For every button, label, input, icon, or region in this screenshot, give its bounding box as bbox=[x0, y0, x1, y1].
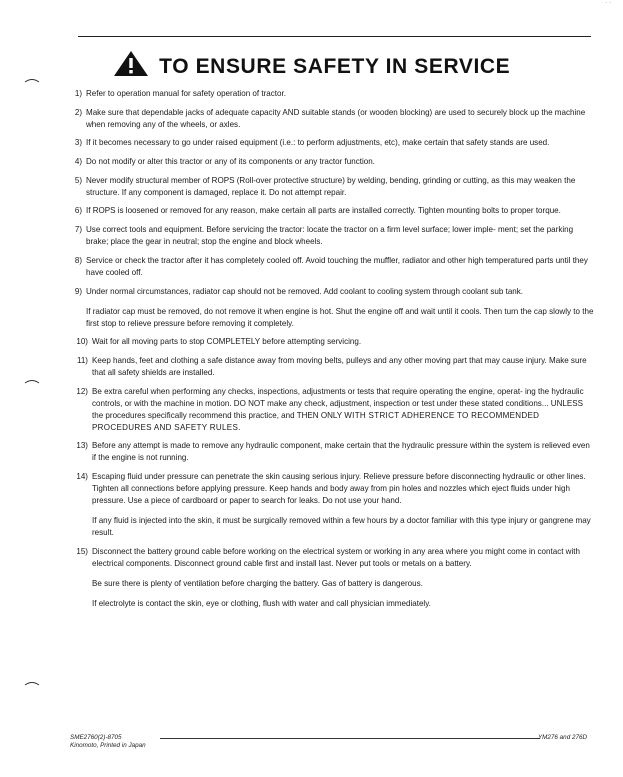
document-code: SME2760(2)-8705 bbox=[70, 734, 122, 741]
text-line: If any component is damaged, replace it. Do not attempt repair. bbox=[121, 187, 347, 197]
text-line: and nozzles which eject fluids under high pressure. Use a piece of cardboard or paper to search for leaks. Do not use bbox=[92, 483, 570, 505]
safety-list bbox=[68, 88, 596, 616]
item-body bbox=[92, 546, 596, 610]
safety-item bbox=[68, 546, 596, 610]
text-line: Make sure that dependable jacks of adequate capacity AND suitable stands (or wooden blocking) are used to securely bbox=[86, 107, 507, 117]
safety-item bbox=[68, 175, 596, 199]
text-line: Be sure there is plenty of ventilation before charging the battery. Gas of battery is dangerous. bbox=[92, 578, 423, 588]
item-number: 9) bbox=[74, 286, 82, 296]
text-line: your hand. bbox=[363, 495, 402, 505]
item-body bbox=[86, 107, 596, 131]
item-paragraph bbox=[92, 355, 596, 379]
text-line: turn the cap slowly to the first stop to relieve pressure before removing it completely. bbox=[86, 306, 594, 328]
text-line: this may weaken the structure. bbox=[86, 175, 576, 197]
item-number: 12) bbox=[76, 386, 88, 396]
text-line: temperatured parts until they have cooled off. bbox=[86, 255, 588, 277]
item-body bbox=[86, 156, 596, 168]
text-line: Before any attempt is made to remove any hydraulic component, make certain that the hydraulic pressure within the bbox=[92, 441, 504, 451]
item-number: 7) bbox=[74, 225, 82, 235]
margin-tick-mark bbox=[24, 379, 40, 384]
text-line: Use correct tools and equipment. Before servicing the tractor: locate the tractor on a firm level surface; lower imple- bbox=[86, 225, 496, 235]
text-line: Service or check the tractor after it has completely cooled off. Avoid touching the muffler, radiator and other high bbox=[86, 255, 484, 265]
item-paragraph bbox=[86, 205, 596, 217]
item-paragraph bbox=[86, 137, 596, 149]
item-paragraph bbox=[86, 88, 596, 100]
item-body bbox=[92, 471, 596, 539]
safety-item bbox=[68, 386, 596, 434]
item-paragraph bbox=[92, 386, 596, 434]
item-number: 2) bbox=[74, 107, 82, 117]
item-number: 11) bbox=[76, 355, 88, 365]
text-line: If radiator cap must be removed, do not remove it when engine is hot. Shut the engine off and wait until it cools. Then bbox=[86, 306, 503, 316]
text-line: Under normal circumstances, radiator cap should not be removed. Add coolant to cooling system through coolant sub bbox=[86, 286, 504, 296]
item-number: 3) bbox=[74, 138, 82, 148]
text-line: are used. bbox=[515, 138, 550, 148]
margin-tick-mark bbox=[24, 681, 40, 686]
text-line: under these stated conditions... UNLESS the procedures specifically recommend this practice, and THEN ONLY bbox=[92, 398, 583, 420]
text-line: proper torque. bbox=[510, 206, 561, 216]
item-number: 8) bbox=[74, 255, 82, 265]
page-header bbox=[0, 50, 623, 79]
safety-item bbox=[68, 355, 596, 379]
text-line: Never modify structural member of ROPS (Roll-over protective structure) by welding, bending, grinding or cutting, as bbox=[86, 175, 500, 185]
printer-note: Kinomoto, Printed in Japan bbox=[70, 742, 146, 749]
item-body bbox=[86, 205, 596, 217]
item-body bbox=[86, 286, 596, 330]
item-body bbox=[86, 255, 596, 279]
item-body bbox=[86, 137, 596, 149]
text-line: If it becomes necessary to go under raised equipment (i.e.: to perform adjustments, etc), make certain that safety stands bbox=[86, 138, 514, 148]
item-paragraph bbox=[92, 578, 596, 590]
safety-item bbox=[68, 107, 596, 131]
safety-item bbox=[68, 156, 596, 168]
item-body bbox=[92, 336, 596, 348]
item-number: 10) bbox=[76, 337, 88, 347]
safety-item bbox=[68, 286, 596, 330]
item-paragraph bbox=[86, 306, 596, 330]
text-line: WITH STRICT ADHERENCE TO RECOMMENDED PROCEDURES AND SAFETY RULES. bbox=[92, 410, 540, 432]
item-paragraph bbox=[92, 598, 596, 610]
page-title: TO ENSURE SAFETY IN SERVICE bbox=[159, 55, 511, 78]
text-line: Keep hands, feet and clothing a safe distance away from moving belts, pulleys and any other moving part that may cause bbox=[92, 355, 524, 365]
item-paragraph bbox=[86, 286, 596, 298]
safety-item bbox=[68, 137, 596, 149]
item-body bbox=[86, 224, 596, 248]
warning-triangle-icon bbox=[113, 50, 149, 77]
text-line: Escaping fluid under pressure can penetrate the skin causing serious injury. Relieve pressure before disconnecting bbox=[92, 471, 501, 481]
safety-item bbox=[68, 205, 596, 217]
text-line: Do not modify or alter this tractor or any of its components or any tractor function. bbox=[86, 157, 375, 167]
text-line: come in contact with electrical components. Disconnect ground cable first and install last. Never put tools or metals bbox=[92, 546, 580, 568]
item-number: 4) bbox=[74, 157, 82, 167]
text-line: Disconnect the battery ground cable before working on the electrical system or working in any area where you might bbox=[92, 546, 505, 556]
text-line: If ROPS is loosened or removed for any reason, make certain all parts are installed correctly. Tighten mounting bolts to bbox=[86, 206, 509, 216]
item-number: 6) bbox=[74, 206, 82, 216]
text-line: If electrolyte is contact the skin, eye or clothing, flush with water and call physician immediately. bbox=[92, 598, 431, 608]
item-body bbox=[92, 386, 596, 434]
item-paragraph bbox=[92, 471, 596, 507]
safety-item bbox=[68, 336, 596, 348]
footer-left bbox=[70, 734, 146, 750]
safety-item bbox=[68, 88, 596, 100]
item-paragraph bbox=[86, 224, 596, 248]
text-line: injury or gangrene may result. bbox=[92, 515, 591, 537]
text-line: Wait for all moving parts to stop COMPLETELY before attempting servicing. bbox=[92, 337, 362, 347]
text-line: on a battery. bbox=[427, 558, 472, 568]
margin-tick-mark bbox=[24, 78, 40, 83]
model-label: YM276 and 276D bbox=[537, 734, 587, 741]
text-line: ing the hydraulic controls, or with the machine in motion. DO NOT make any check, adjustment, inspection or test bbox=[92, 386, 584, 408]
item-body bbox=[92, 440, 596, 464]
safety-item bbox=[68, 471, 596, 539]
item-paragraph bbox=[86, 107, 596, 131]
safety-item bbox=[68, 224, 596, 248]
scan-mark: · - - bbox=[601, 0, 611, 6]
item-paragraph bbox=[92, 440, 596, 464]
text-line: ment; set the parking brake; place the gear in neutral; stop the engine and block wheels. bbox=[86, 225, 574, 247]
text-line: system is relieved even if the engine is not running. bbox=[92, 441, 590, 463]
item-paragraph bbox=[92, 515, 596, 539]
item-paragraph bbox=[92, 336, 596, 348]
item-paragraph bbox=[86, 175, 596, 199]
item-number: 13) bbox=[76, 441, 88, 451]
footer-rule bbox=[160, 738, 540, 739]
item-body bbox=[92, 355, 596, 379]
item-paragraph bbox=[92, 546, 596, 570]
text-line: hydraulic or other lines. Tighten all connections before applying pressure. Keep hands and body away from pin holes bbox=[92, 471, 586, 493]
text-line: block up the machine when removing any of the wheels, or axles. bbox=[86, 107, 586, 129]
text-line: Refer to operation manual for safety operation of tractor. bbox=[86, 89, 286, 98]
text-line: Be extra careful when performing any checks, inspections, adjustments or tests that require operating the engine, operat- bbox=[92, 386, 523, 396]
safety-item bbox=[68, 255, 596, 279]
item-body bbox=[86, 88, 596, 100]
text-line: If any fluid is injected into the skin, it must be surgically removed within a few hours by a doctor familiar with this type bbox=[92, 515, 507, 525]
text-line: tank. bbox=[505, 286, 524, 296]
top-rule bbox=[78, 36, 591, 37]
text-line: injury. Make sure that all safety shields are installed. bbox=[92, 355, 587, 377]
item-number: 15) bbox=[76, 546, 88, 556]
item-paragraph bbox=[86, 255, 596, 279]
item-number: 1) bbox=[74, 89, 82, 98]
item-body bbox=[86, 175, 596, 199]
item-paragraph bbox=[86, 156, 596, 168]
safety-item bbox=[68, 440, 596, 464]
item-number: 5) bbox=[74, 175, 82, 185]
item-number: 14) bbox=[76, 471, 88, 481]
